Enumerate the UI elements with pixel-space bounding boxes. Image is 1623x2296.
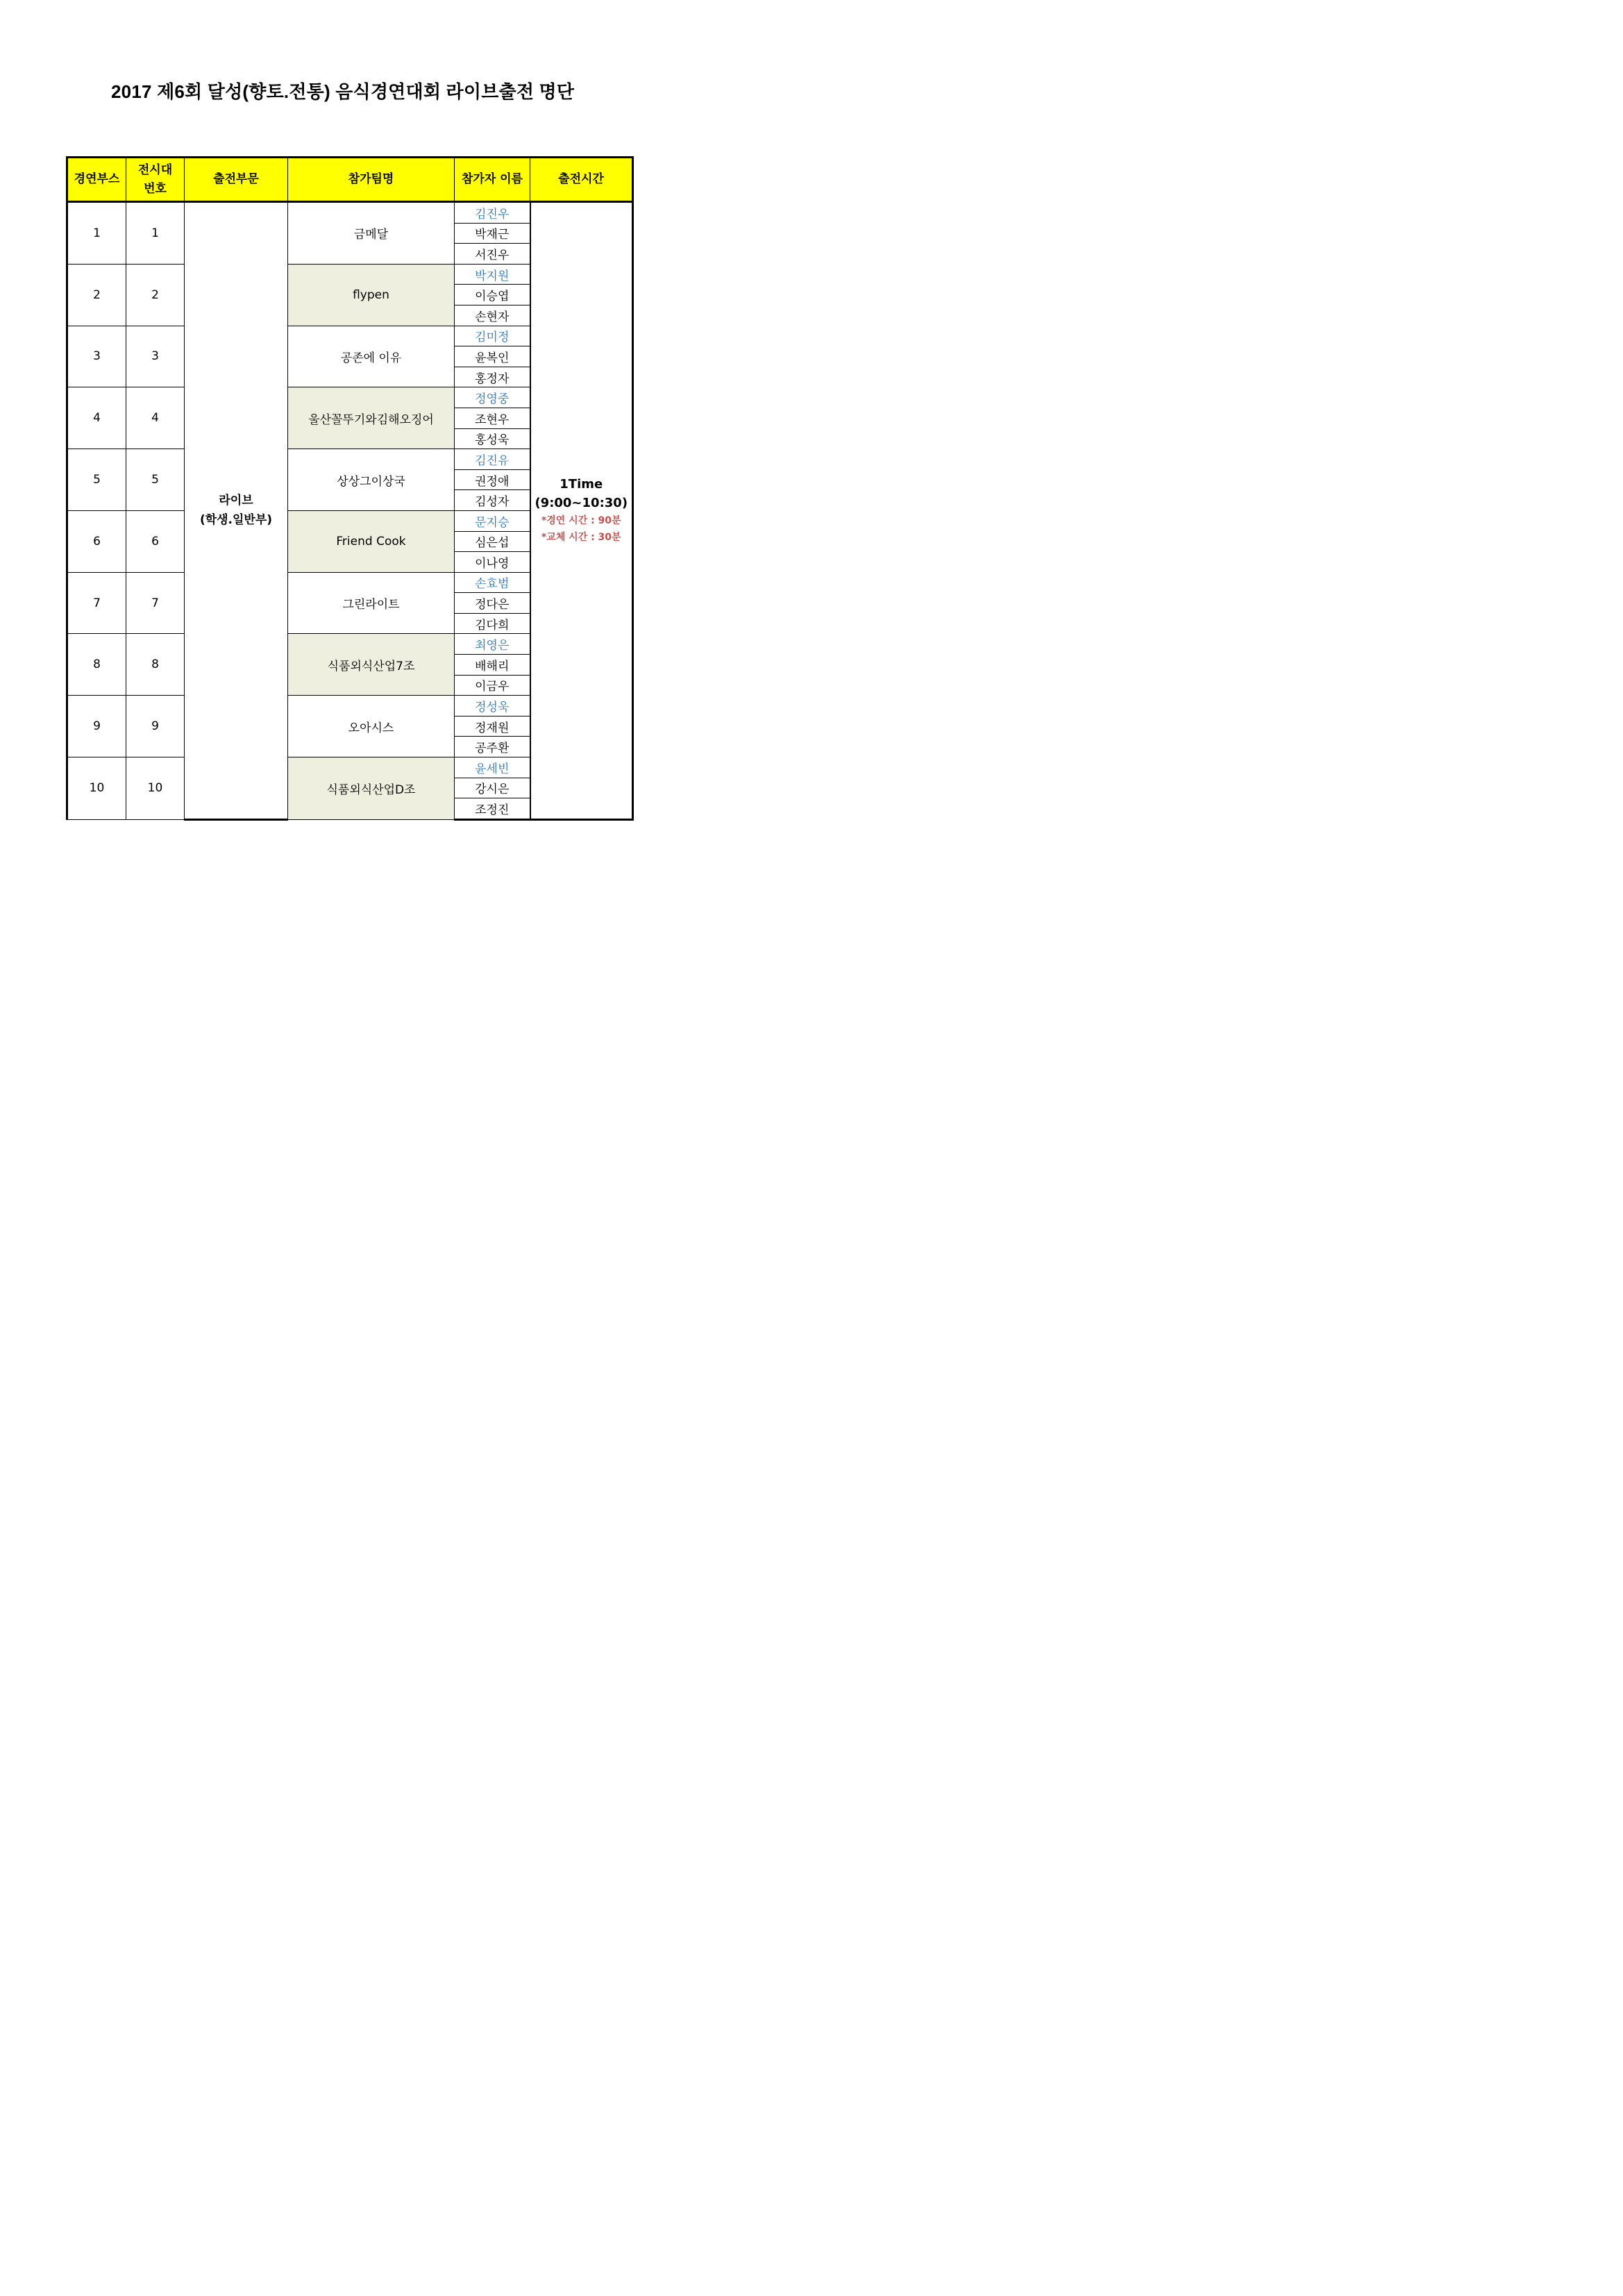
- header-display-line1: 전시대: [137, 162, 173, 177]
- member-name: 서진우: [455, 244, 530, 265]
- team-name: flypen: [288, 264, 455, 326]
- team-name: 울산꼴뚜기와김해오징어: [288, 387, 455, 449]
- header-display-number: [126, 158, 185, 202]
- display-number: 8: [126, 634, 185, 696]
- display-number: 5: [126, 449, 185, 511]
- time-session: 1Time: [560, 477, 603, 492]
- booth-number: 5: [67, 449, 126, 511]
- header-time: 출전시간: [530, 158, 633, 202]
- member-name: 정영중: [455, 387, 530, 408]
- member-name: 손효범: [455, 572, 530, 593]
- team-name: 공존에 이유: [288, 326, 455, 387]
- booth-number: 8: [67, 634, 126, 696]
- booth-number: 10: [67, 757, 126, 820]
- time-range: (9:00~10:30): [535, 496, 628, 511]
- display-number: 2: [126, 264, 185, 326]
- member-name: 심은섭: [455, 531, 530, 552]
- division-cell: [185, 202, 288, 820]
- header-team: 참가팀명: [288, 158, 455, 202]
- display-number: 10: [126, 757, 185, 820]
- booth-number: 2: [67, 264, 126, 326]
- roster-table: [66, 156, 634, 821]
- member-name: 공주환: [455, 737, 530, 757]
- display-number: 7: [126, 572, 185, 634]
- display-number: 6: [126, 510, 185, 572]
- member-name: 윤복인: [455, 346, 530, 367]
- member-name: 김성자: [455, 490, 530, 511]
- team-name: Friend Cook: [288, 510, 455, 572]
- member-name: 김다희: [455, 613, 530, 634]
- division-line2: (학생.일반부): [199, 513, 273, 528]
- time-cell: [530, 202, 633, 820]
- booth-number: 1: [67, 202, 126, 265]
- booth-number: 3: [67, 326, 126, 387]
- table-row: [67, 202, 633, 224]
- booth-number: 7: [67, 572, 126, 634]
- member-name: 홍성욱: [455, 428, 530, 449]
- member-name: 권정애: [455, 469, 530, 490]
- member-name: 박재근: [455, 223, 530, 244]
- team-name: 상상그이상국: [288, 449, 455, 511]
- header-division: 출전부문: [185, 158, 288, 202]
- display-number: 3: [126, 326, 185, 387]
- member-name: 정성욱: [455, 696, 530, 717]
- member-name: 문지승: [455, 510, 530, 531]
- booth-number: 4: [67, 387, 126, 449]
- member-name: 홍정자: [455, 367, 530, 387]
- member-name: 박지원: [455, 264, 530, 285]
- member-name: 김진우: [455, 202, 530, 224]
- time-note-contest: *경연 시간 : 90분: [541, 515, 621, 527]
- display-number: 1: [126, 202, 185, 265]
- member-name: 최영은: [455, 634, 530, 655]
- member-name: 이금우: [455, 675, 530, 696]
- member-name: 이승엽: [455, 285, 530, 305]
- division-line1: 라이브: [219, 494, 253, 508]
- team-name: 식품외식산업D조: [288, 757, 455, 820]
- header-members: 참가자 이름: [455, 158, 530, 202]
- member-name: 조정진: [455, 798, 530, 820]
- booth-number: 9: [67, 696, 126, 757]
- header-display-line2: 번호: [144, 181, 167, 196]
- display-number: 4: [126, 387, 185, 449]
- member-name: 강시은: [455, 778, 530, 798]
- team-name: 오아시스: [288, 696, 455, 757]
- member-name: 손현자: [455, 305, 530, 326]
- roster-body: [67, 202, 633, 820]
- team-name: 식품외식산업7조: [288, 634, 455, 696]
- member-name: 이나영: [455, 552, 530, 573]
- time-note-change: *교체 시간 : 30분: [541, 532, 621, 544]
- display-number: 9: [126, 696, 185, 757]
- team-name: 금메달: [288, 202, 455, 265]
- member-name: 윤세빈: [455, 757, 530, 778]
- member-name: 김미정: [455, 326, 530, 346]
- header-booth: 경연부스: [67, 158, 126, 202]
- member-name: 배해리: [455, 655, 530, 676]
- member-name: 조현우: [455, 408, 530, 428]
- header-row: [67, 158, 633, 202]
- team-name: 그린라이트: [288, 572, 455, 634]
- page-title: 2017 제6회 달성(향토.전통) 음식경연대회 라이브출전 명단: [111, 81, 575, 102]
- member-name: 정다은: [455, 593, 530, 614]
- booth-number: 6: [67, 510, 126, 572]
- member-name: 김진유: [455, 449, 530, 470]
- member-name: 정재원: [455, 716, 530, 737]
